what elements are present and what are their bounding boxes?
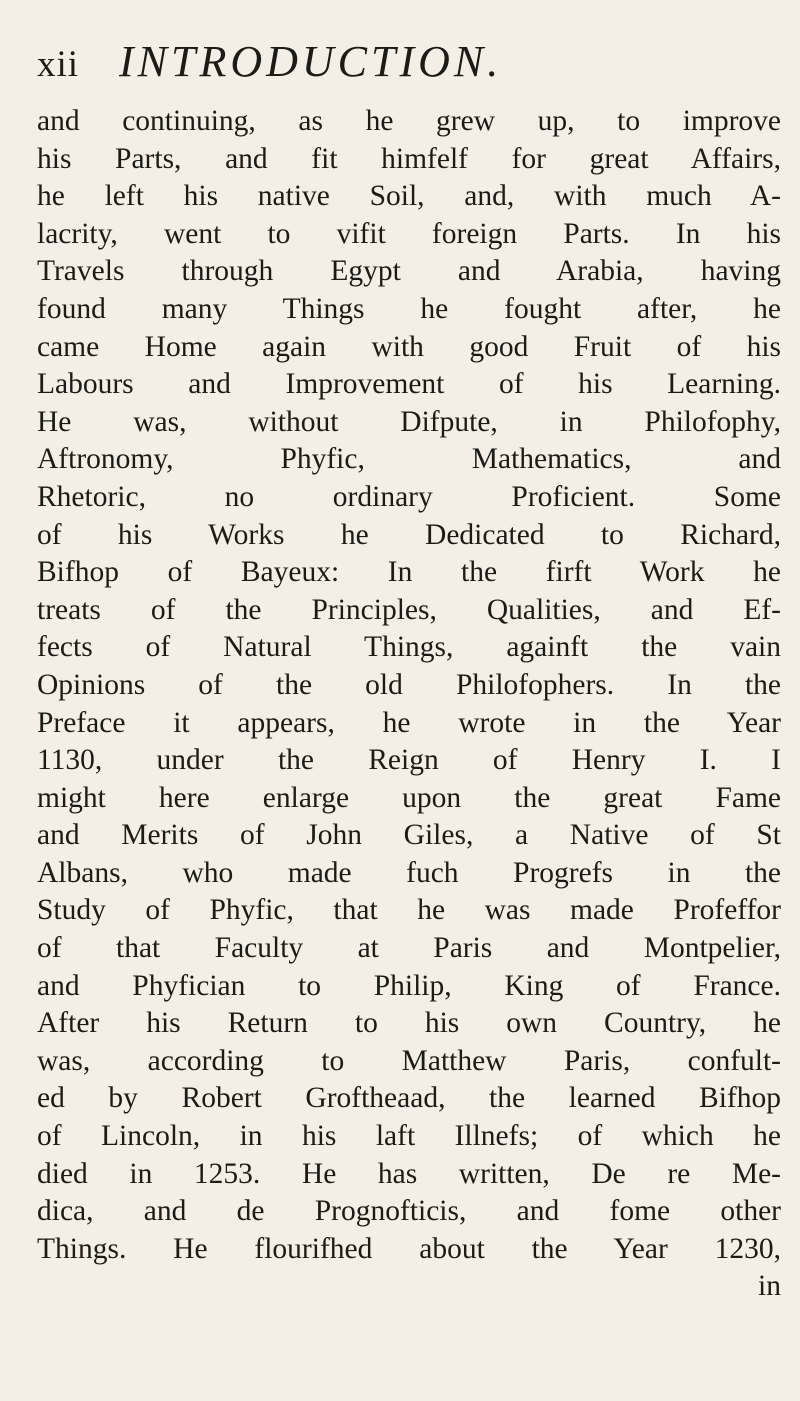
text-line: and Phyfician to Philip, King of France. [37, 969, 781, 1002]
text-line: his Parts, and fit himfelf for great Affairs, [37, 142, 781, 175]
text-line: lacrity, went to vifit foreign Parts. In his [37, 217, 781, 250]
text-line: Preface it appears, he wrote in the Year [37, 706, 781, 739]
text-line: fects of Natural Things, againft the vain [37, 631, 781, 664]
text-line: He was, without Difpute, in Philofophy, [37, 405, 781, 438]
text-line: and Merits of John Giles, a Native of St [37, 819, 781, 852]
text-line: of his Works he Dedicated to Richard, [37, 518, 781, 551]
running-title: INTRODUCTION. [119, 37, 503, 86]
catchword: in [758, 1270, 781, 1303]
text-line: Albans, who made fuch Progrefs in the [37, 856, 781, 889]
page-number: xii [37, 44, 80, 85]
text-line: treats of the Principles, Qualities, and Ef- [37, 593, 781, 626]
text-line: Things. He flourifhed about the Year 1230, [37, 1232, 781, 1265]
text-line: of that Faculty at Paris and Montpelier, [37, 932, 781, 965]
page-header [37, 36, 777, 96]
text-line: Bifhop of Bayeux: In the firft Work he [37, 556, 781, 589]
text-line: came Home again with good Fruit of his [37, 330, 781, 363]
text-line: and continuing, as he grew up, to improve [37, 105, 781, 137]
text-line: After his Return to his own Country, he [37, 1007, 781, 1040]
text-line: Study of Phyfic, that he was made Profeffor [37, 894, 781, 927]
text-line: of Lincoln, in his laft Illnefs; of which he [37, 1120, 781, 1153]
text-line: 1130, under the Reign of Henry I. I [37, 744, 781, 777]
text-line: dica, and de Prognofticis, and fome other [37, 1195, 781, 1228]
text-line: he left his native Soil, and, with much A- [37, 180, 781, 213]
text-line: Labours and Improvement of his Learning. [37, 368, 781, 401]
body-text [37, 103, 781, 1306]
text-line: Aftronomy, Phyfic, Mathematics, and [37, 443, 781, 476]
text-line: Opinions of the old Philofophers. In the [37, 668, 781, 701]
text-line: died in 1253. He has written, De re Me- [37, 1157, 781, 1190]
text-line: might here enlarge upon the great Fame [37, 781, 781, 814]
text-line: ed by Robert Groftheaad, the learned Bifhop [37, 1082, 781, 1115]
text-line: Travels through Egypt and Arabia, having [37, 255, 781, 288]
text-line: found many Things he fought after, he [37, 292, 781, 325]
text-line: Rhetoric, no ordinary Proficient. Some [37, 480, 781, 513]
text-line: was, according to Matthew Paris, confult- [37, 1044, 781, 1077]
